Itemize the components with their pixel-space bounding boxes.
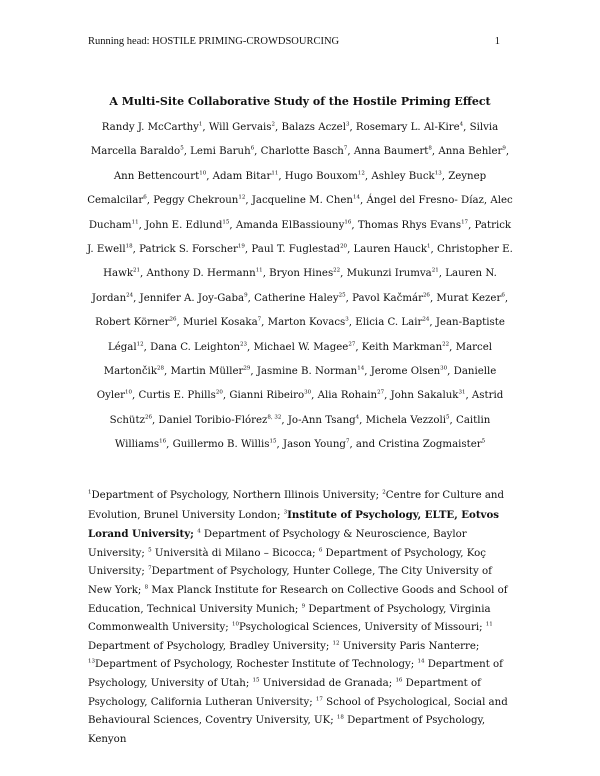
affiliations: $^1$Department of Psychology, Northern Illinois University; $^2$Centre for Culture and Evolution, Brunel University London; $^3$Institute of Psychology, ELTE, Eotvos Lorand University; $^4$ Department of Psychology & Neuroscience, Baylor University; $^5$ Università di Milano – Bicocca; $^6$ Department of Psychology, Koç University; $^7$Department of Psychology, Hunter College, The City University of New York; $^8$ Max Planck Institute for Research on Collective Goods and School of Education, Technical University Munich; $^9$ Department of Psychology, Virginia Commonwealth University; $^{10}$Psychological Sciences, University of Missouri; $^{11}$ Department of Psychology, Bradley University; $^{12}$ University Paris Nanterre; $^{13}$Department of Psychology, Rochester Institute of Technology; $^{14}$ Department of Psychology, University of Utah; $^{15}$ Universidad de Granada; $^{16}$ Department of Psychology, California Lutheran University; $^{17}$ School of Psychological, Social and Behavioural Sciences, Coventry University, UK; $^{18}$ Department of Psychology, Kenyon: [88, 489, 508, 745]
page-number: 1: [494, 36, 500, 47]
running-head-text: Running head: HOSTILE PRIMING-CROWDSOURCING: [88, 36, 340, 47]
running-head: [88, 36, 500, 47]
paper-title: A Multi-Site Collaborative Study of the Hostile Priming Effect: [109, 95, 491, 108]
author-list: Randy J. McCarthy$^1$, Will Gervais$^2$, Balazs Aczel$^3$, Rosemary L. Al-Kire$^4$, Silvia Marcella Baraldo$^5$, Lemi Baruh$^6$, Charlotte Basch$^7$, Anna Baumert$^8$, Anna Behler$^9$, Ann Bettencourt$^{10}$, Adam Bitar$^{11}$, Hugo Bouxom$^{12}$, Ashley Buck$^{13}$, Zeynep Cemalcilar$^6$, Peggy Chekroun$^{12}$, Jacqueline M. Chen$^{14}$, Ángel del Fresno- Díaz, Alec Ducham$^{11}$, John E. Edlund$^{15}$, Amanda ElBassiouny$^{16}$, Thomas Rhys Evans$^{17}$, Patrick J. Ewell$^{18}$, Patrick S. Forscher$^{19}$, Paul T. Fuglestad$^{20}$, Lauren Hauck$^1$, Christopher E. Hawk$^{21}$, Anthony D. Hermann$^{11}$, Bryon Hines$^{22}$, Mukunzi Irumva$^{21}$, Lauren N. Jordan$^{24}$, Jennifer A. Joy-Gaba$^9$, Catherine Haley$^{25}$, Pavol Kačmár$^{26}$, Murat Kezer$^6$, Robert Körner$^{26}$, Muriel Kosaka$^7$, Marton Kovacs$^3$, Elicia C. Lair$^{24}$, Jean-Baptiste Légal$^{12}$, Dana C. Leighton$^{23}$, Michael W. Magee$^{27}$, Keith Markman$^{22}$, Marcel Martončik$^{28}$, Martin Müller$^{29}$, Jasmine B. Norman$^{14}$, Jerome Olsen$^{30}$, Danielle Oyler$^{10}$, Curtis E. Phills$^{20}$, Gianni Ribeiro$^{30}$, Alia Rohain$^{27}$, John Sakaluk$^{31}$, Astrid Schütz$^{26}$, Daniel Toribio-Flórez$^{8, 32}$, Jo-Ann Tsang$^4$, Michela Vezzoli$^5$, Caitlin Williams$^{16}$, Guillermo B. Willis$^{15}$, Jason Young$^7$, and Cristina Zogmaister$^5$: [87, 121, 513, 451]
